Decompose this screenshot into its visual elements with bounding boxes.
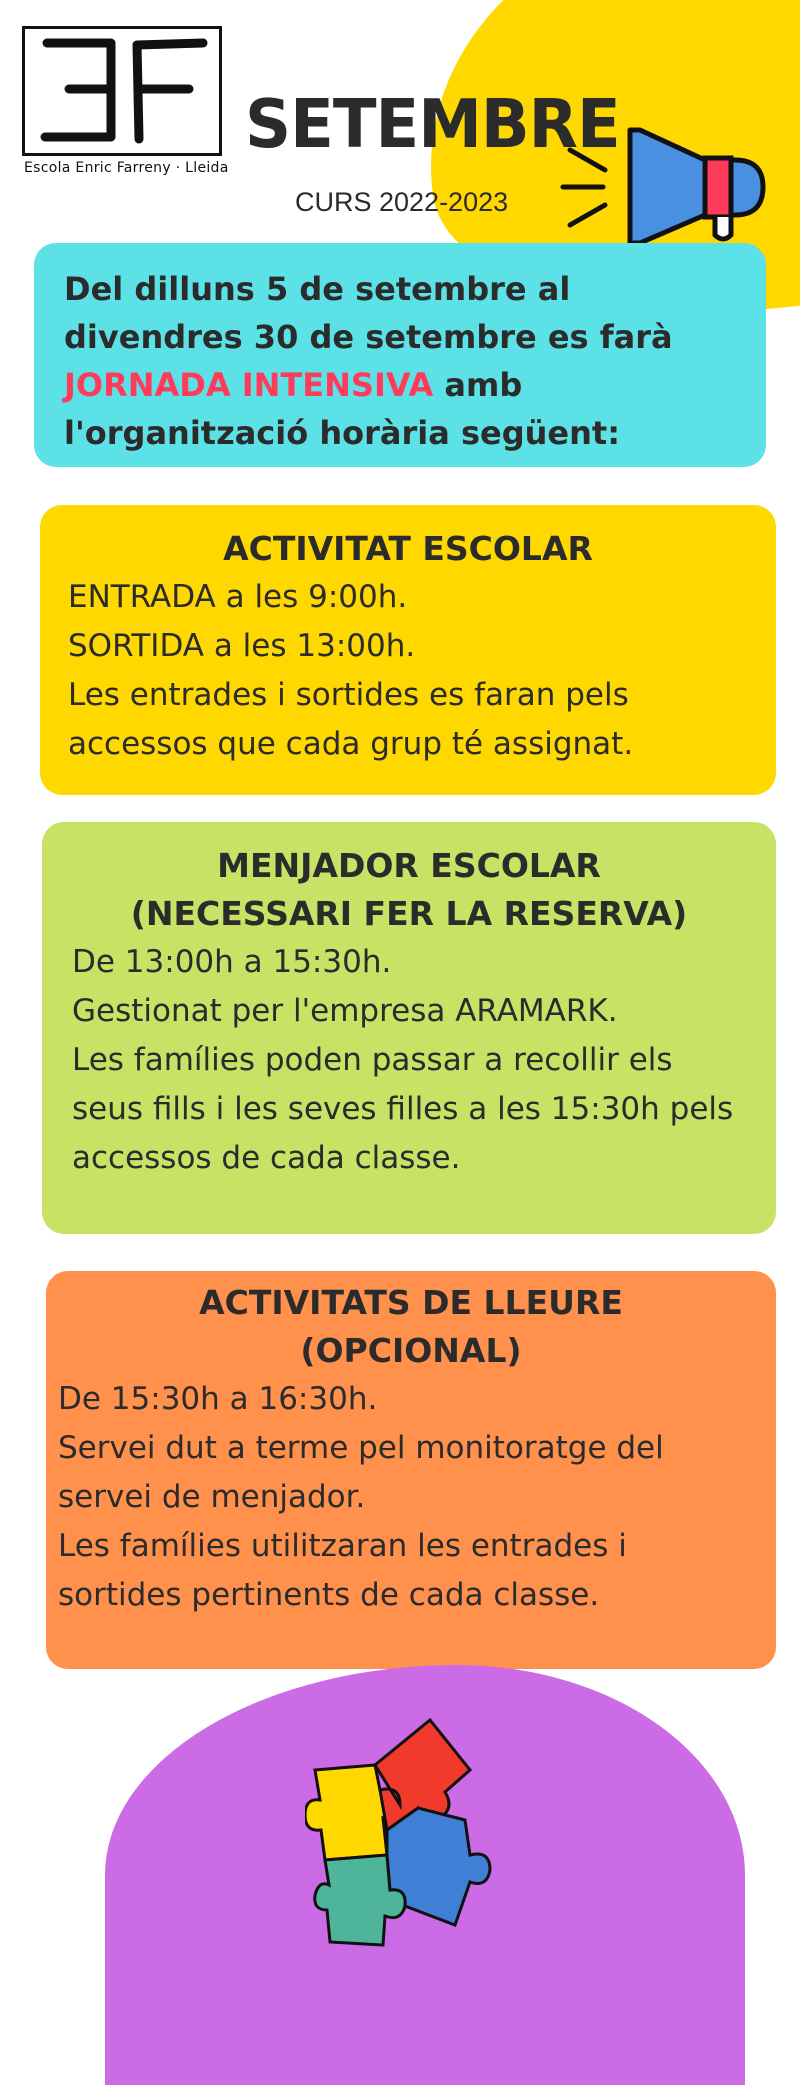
section-line: servei de menjador. [58, 1479, 366, 1515]
section-line: Servei dut a terme pel monitoratge del [58, 1430, 664, 1466]
section-heading: MENJADOR ESCOLAR [217, 846, 601, 885]
section-heading-sub: (NECESSARI FER LA RESERVA) [130, 894, 688, 933]
page-subtitle: CURS 2022-2023 [295, 187, 509, 217]
section-line: SORTIDA a les 13:00h. [68, 628, 416, 664]
ef-logo-mark [25, 29, 219, 153]
intro-text: Del dilluns 5 de setembre al divendres 30 de setembre es farà [64, 270, 673, 356]
megaphone-icon [555, 125, 775, 260]
intro-highlight: JORNADA INTENSIVA [64, 366, 434, 404]
section-line: accessos que cada grup té assignat. [68, 726, 634, 762]
section-line: Les entrades i sortides es faran pels [68, 677, 629, 713]
section-menjador-escolar [42, 822, 776, 1234]
section-line: Les famílies poden passar a recollir els [72, 1042, 673, 1078]
section-heading-sub: (OPCIONAL) [300, 1331, 522, 1370]
section-line: ENTRADA a les 9:00h. [68, 579, 408, 615]
section-line: Les famílies utilitzaran les entrades i [58, 1528, 627, 1564]
section-line: De 13:00h a 15:30h. [72, 944, 392, 980]
section-line: seus fills i les seves filles a les 15:30h pels [72, 1091, 734, 1127]
section-activitat-escolar [40, 505, 776, 795]
section-line: De 15:30h a 16:30h. [58, 1381, 378, 1417]
section-heading: ACTIVITATS DE LLEURE [199, 1283, 623, 1322]
section-line: sortides pertinents de cada classe. [58, 1577, 600, 1613]
puzzle-pieces-icon [305, 1710, 525, 1955]
section-line: Gestionat per l'empresa ARAMARK. [72, 993, 618, 1029]
intro-text-after: amb l'organització horària següent: [64, 366, 620, 452]
school-logo [22, 26, 222, 156]
section-heading: ACTIVITAT ESCOLAR [223, 529, 593, 568]
intro-box [34, 243, 766, 467]
section-line: accessos de cada classe. [72, 1140, 461, 1176]
page-title: SETEMBRE [245, 86, 620, 164]
section-activitats-lleure [46, 1271, 776, 1669]
logo-caption: Escola Enric Farreny · Lleida [24, 160, 229, 176]
